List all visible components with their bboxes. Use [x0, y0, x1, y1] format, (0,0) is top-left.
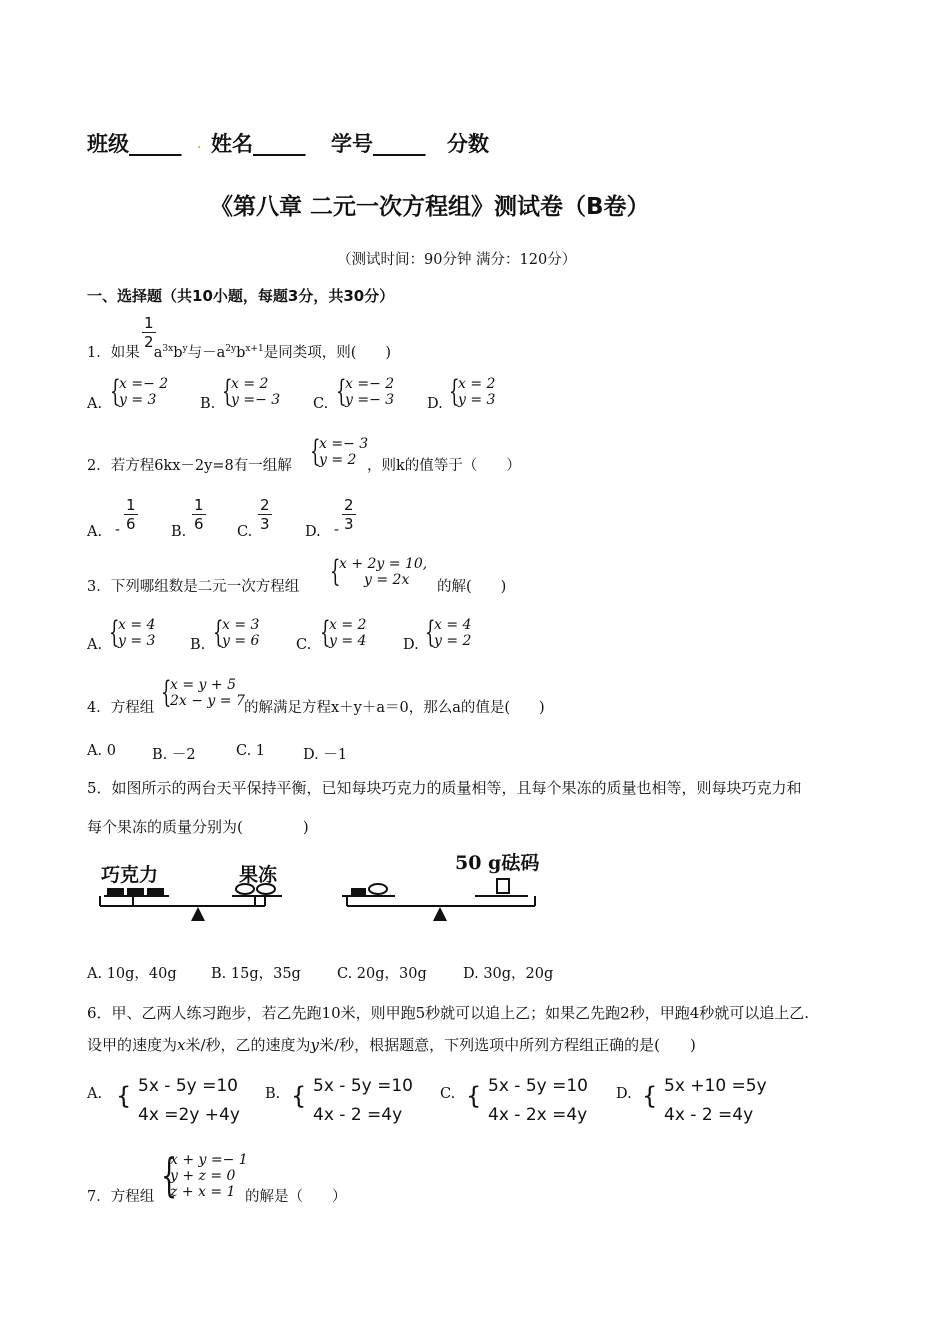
- q3-option-d-system[interactable]: { x = 4 y = 2: [425, 615, 472, 650]
- q2-option-a-fraction[interactable]: $\frac{1}{6}$: [126, 496, 136, 533]
- weight-label: 50 g砝码: [455, 852, 540, 874]
- q4-option-d[interactable]: D. －1: [303, 747, 348, 763]
- q2-option-d-label[interactable]: D.: [305, 524, 321, 540]
- q2-option-d-sign: -: [334, 522, 339, 538]
- q4-option-b[interactable]: B. －2: [152, 747, 196, 763]
- class-field: 班级_____: [87, 132, 182, 156]
- q1-option-b-system[interactable]: { x = 2 y =− 3: [222, 374, 281, 409]
- q5-line-1: 5．如图所示的两台天平保持平衡，已知每块巧克力的质量相等，且每个果冻的质量也相等，则每块巧克力和: [87, 779, 802, 797]
- q7-tail: 的解是（ ）: [245, 1189, 347, 1205]
- q1-option-c-label[interactable]: C.: [313, 396, 329, 412]
- q5-option-b[interactable]: B. 15g，35g: [211, 966, 301, 982]
- q6-line-1: 6．甲、乙两人练习跑步，若乙先跑10米，则甲跑5秒就可以追上乙；如果乙先跑2秒，甲跑4秒就可以追上乙.: [87, 1004, 810, 1022]
- q3-option-b-system[interactable]: { x = 3 y = 6: [213, 615, 260, 650]
- q2-option-c-fraction[interactable]: $\frac{2}{3}$: [260, 496, 270, 533]
- q7-system: { x + y =− 1 y + z = 0 z + x = 1: [161, 1148, 248, 1202]
- q6-option-b-system[interactable]: { 5x - 5y =10 4x - 2 =4y: [291, 1076, 413, 1125]
- q3-option-c-system[interactable]: { x = 2 y = 4: [320, 615, 367, 650]
- jelly-label: 果冻: [239, 864, 278, 886]
- q5-line-2: 每个果冻的质量分别为( ): [87, 818, 309, 836]
- q6-option-a-system[interactable]: { 5x - 5y =10 4x =2y +4y: [116, 1076, 240, 1125]
- q1-stem: 1．如果 $a^{3x}b^y$与$-a^{2y}b^{x+1}$是同类项，则( ): [87, 344, 392, 361]
- chocolate-label: 巧克力: [101, 864, 159, 886]
- q4-stem: 4．方程组: [87, 700, 155, 716]
- student-id-field: 学号_____: [331, 132, 426, 156]
- q1-option-a-label[interactable]: A.: [87, 396, 103, 412]
- q6-option-d-system[interactable]: { 5x +10 =5y 4x - 2 =4y: [642, 1076, 767, 1125]
- q3-option-a-system[interactable]: { x = 4 y = 3: [109, 615, 156, 650]
- q2-stem: 2．若方程6kx－2y=8有一组解: [87, 458, 292, 474]
- q3-stem: 3．下列哪组数是二元一次方程组: [87, 579, 300, 595]
- q4-tail: 的解满足方程x＋y＋a＝0，那么a的值是( ): [244, 700, 545, 716]
- balance-drawing: [95, 876, 555, 926]
- q1-option-d-label[interactable]: D.: [427, 396, 443, 412]
- section-heading: 一、选择题（共10小题，每题3分，共30分）: [87, 287, 395, 305]
- q3-option-c-label[interactable]: C.: [296, 637, 312, 653]
- q6-option-d-label[interactable]: D.: [616, 1086, 632, 1102]
- q2-option-b-fraction[interactable]: $\frac{1}{6}$: [194, 496, 204, 533]
- q6-option-a-label[interactable]: A.: [87, 1086, 103, 1102]
- q6-option-b-label[interactable]: B.: [265, 1086, 281, 1102]
- q1-option-a-system[interactable]: { x =− 2 y = 3: [110, 374, 169, 409]
- q2-option-b-label[interactable]: B.: [171, 524, 187, 540]
- q2-option-a-sign: -: [115, 522, 120, 538]
- q2-option-a-label[interactable]: A.: [87, 524, 103, 540]
- q3-option-b-label[interactable]: B.: [190, 637, 206, 653]
- name-field: 姓名_____: [211, 132, 306, 156]
- q1-option-c-system[interactable]: { x =− 2 y =− 3: [336, 374, 395, 409]
- q4-system: { x = y + 5 2x − y = 7: [161, 675, 245, 710]
- score-field: 分数: [447, 132, 489, 156]
- q5-option-a[interactable]: A. 10g，40g: [87, 966, 177, 982]
- q2-system: { x =− 3 y = 2: [310, 434, 369, 469]
- q1-option-b-label[interactable]: B.: [200, 396, 216, 412]
- q3-option-d-label[interactable]: D.: [403, 637, 419, 653]
- q4-option-a[interactable]: A. 0: [87, 743, 116, 759]
- q6-option-c-system[interactable]: { 5x - 5y =10 4x - 2x =4y: [466, 1076, 588, 1125]
- q4-option-c[interactable]: C. 1: [236, 743, 266, 759]
- q6-option-c-label[interactable]: C.: [440, 1086, 456, 1102]
- q3-system: { x + 2y = 10, y = 2x: [330, 554, 428, 589]
- q6-line-2: 设甲的速度为x米/秒，乙的速度为y米/秒，根据题意，下列选项中所列方程组正确的是( ): [87, 1036, 696, 1054]
- q5-option-c[interactable]: C. 20g，30g: [337, 966, 427, 982]
- q1-fraction: $\frac{1}{2}$: [144, 314, 154, 351]
- q3-tail: 的解( ): [437, 579, 507, 595]
- decor-dot: .: [197, 136, 202, 152]
- page-title: 《第八章 二元一次方程组》测试卷（B卷）: [210, 194, 650, 220]
- page-subtitle: （测试时间：90分钟 满分：120分）: [337, 252, 577, 268]
- q1-option-d-system[interactable]: { x = 2 y = 3: [449, 374, 496, 409]
- q3-option-a-label[interactable]: A.: [87, 637, 103, 653]
- q2-option-c-label[interactable]: C.: [237, 524, 253, 540]
- q7-stem: 7．方程组: [87, 1189, 155, 1205]
- q5-option-d[interactable]: D. 30g，20g: [463, 966, 554, 982]
- q2-option-d-fraction[interactable]: $\frac{2}{3}$: [344, 496, 354, 533]
- q2-tail: ，则k的值等于（ ）: [367, 458, 521, 474]
